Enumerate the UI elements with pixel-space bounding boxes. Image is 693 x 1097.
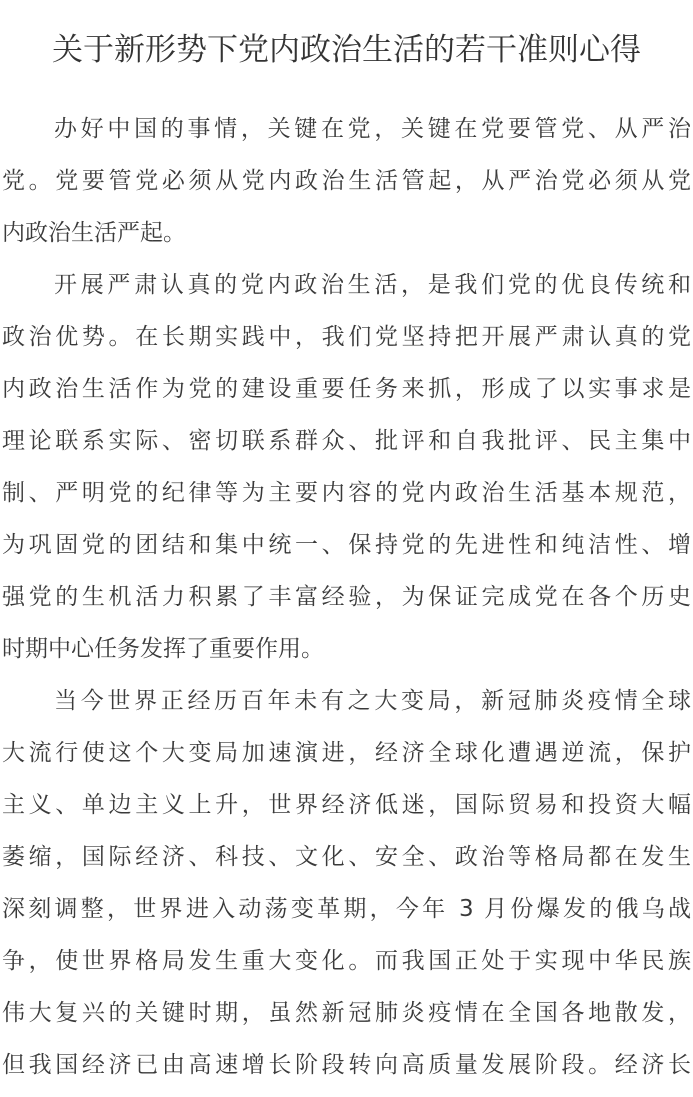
text-line: 政治优势。在长期实践中，我们党坚持把开展严肃认真的党	[2, 324, 691, 350]
text-line: 强党的生机活力积累了丰富经验，为保证完成党在各个历史	[2, 584, 691, 610]
paragraph	[2, 259, 691, 675]
text-line: 办好中国的事情，关键在党，关键在党要管党、从严治	[54, 116, 691, 142]
text-line: 内政治生活作为党的建设重要任务来抓，形成了以实事求是	[2, 376, 691, 402]
text-line: 理论联系实际、密切联系群众、批评和自我批评、民主集中	[2, 428, 691, 454]
text-line: 伟大复兴的关键时期，虽然新冠肺炎疫情在全国各地散发，	[2, 1000, 691, 1026]
text-line: 党。党要管党必须从党内政治生活管起，从严治党必须从党	[2, 168, 691, 194]
text-line: 为巩固党的团结和集中统一、保持党的先进性和纯洁性、增	[2, 532, 691, 558]
text-line: 时期中心任务发挥了重要作用。	[2, 636, 324, 662]
document-title: 关于新形势下党内政治生活的若干准则心得	[52, 32, 641, 68]
text-line: 当今世界正经历百年未有之大变局，新冠肺炎疫情全球	[54, 688, 691, 714]
paragraph	[2, 675, 691, 1091]
text-line: 深刻调整，世界进入动荡变革期，今年 3 月份爆发的俄乌战	[2, 896, 691, 922]
text-line: 争，使世界格局发生重大变化。而我国正处于实现中华民族	[2, 948, 691, 974]
text-line: 萎缩，国际经济、科技、文化、安全、政治等格局都在发生	[2, 844, 691, 870]
text-line: 内政治生活严起。	[2, 220, 186, 246]
text-line: 制、严明党的纪律等为主要内容的党内政治生活基本规范，	[2, 480, 691, 506]
text-line: 开展严肃认真的党内政治生活，是我们党的优良传统和	[54, 272, 691, 298]
document-body	[2, 103, 691, 1091]
text-line: 但我国经济已由高速增长阶段转向高质量发展阶段。经济长	[2, 1052, 691, 1078]
text-line: 大流行使这个大变局加速演进，经济全球化遭遇逆流，保护	[2, 740, 691, 766]
text-line: 主义、单边主义上升，世界经济低迷，国际贸易和投资大幅	[2, 792, 691, 818]
paragraph	[2, 103, 691, 259]
